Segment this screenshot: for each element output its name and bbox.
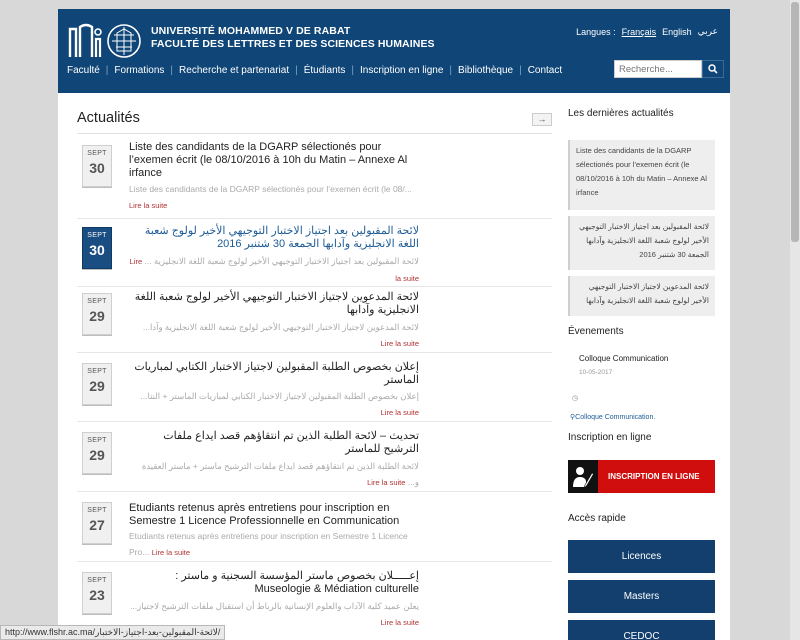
latest-news-item[interactable]: Liste des candidants de la DGARP sélectionés pour l’exemen écrit (le 08/10/2016 à 10h du Matin – Annexe Al irfance <box>568 140 715 210</box>
news-item-excerpt <box>129 528 419 560</box>
news-item-title[interactable]: لائحة المقبولين بعد اجتياز الاختبار التوجيهي الأخير لولوج شعبة اللغة الانجليزية وآدابها الجمعة 30 شتنبر 2016 <box>144 225 419 250</box>
date-badge <box>82 502 112 544</box>
date-badge <box>82 293 112 335</box>
news-item-title[interactable]: إعلان بخصوص الطلبة المقبولين لاجتياز الاختبار الكتابي لمباريات الماستر <box>134 361 419 386</box>
status-bar: http://www.flshr.ac.ma/لائحة-المقبولين-بعد-اجتياز-الاختبار/ <box>0 625 225 640</box>
event-date: 10-05-2017 <box>579 369 613 376</box>
latest-news-item[interactable]: لائحة المقبولين بعد اجتياز الاختبار التوجيهي الأخير لولوج شعبة اللغة الانجليزية وآدابها الجمعة 30 شتنبر 2016 <box>568 216 715 270</box>
news-item <box>77 137 552 219</box>
nav-bibliotheque[interactable]: Bibliothèque <box>458 65 514 76</box>
date-day: 30 <box>89 242 105 258</box>
news-item-title[interactable]: تحديث – لائحة الطلبة الذين تم انتقاؤهم قصد ايداع ملفات الترشيح للماستر <box>163 430 419 455</box>
news-item <box>77 422 552 492</box>
search-input[interactable] <box>614 60 702 78</box>
events-heading: Évenements <box>568 326 624 337</box>
read-more-link[interactable]: Lire la suite <box>380 408 419 417</box>
read-more-link[interactable]: Lire la suite <box>380 618 419 627</box>
language-switcher <box>576 26 718 37</box>
read-more-link[interactable]: Lire la suite <box>129 257 419 283</box>
site-header <box>58 9 730 93</box>
nav-contact[interactable]: Contact <box>527 65 563 76</box>
news-section <box>77 104 552 627</box>
search-button[interactable] <box>702 60 724 78</box>
read-more-link[interactable]: Lire la suite <box>129 201 168 210</box>
news-item-title[interactable]: إعـــــلان بخصوص ماستر المؤسسة السجنية و ماستر : Museologie & Médiation culturelle <box>175 570 419 595</box>
next-arrow-button[interactable]: → <box>532 113 552 126</box>
news-item-title[interactable]: Liste des candidants de la DGARP sélectionés pour l’exemen écrit (le 08/10/2016 à 10h du Matin – Annexe Al irfance <box>129 141 408 179</box>
nav-separator: | <box>449 65 453 76</box>
lang-arabic[interactable]: عربي <box>697 26 718 36</box>
event-link[interactable] <box>570 413 655 421</box>
news-item <box>77 219 552 287</box>
university-title <box>151 25 435 51</box>
news-item <box>77 287 552 353</box>
read-more-link[interactable]: Lire la suite <box>367 478 406 487</box>
read-more-link[interactable]: Lire la suite <box>380 339 419 348</box>
news-item-title[interactable]: Etudiants retenus après entretiens pour inscription en Semestre 1 Licence Professionnelle en Communication <box>129 502 400 527</box>
quick-link-masters[interactable]: Masters <box>568 580 715 613</box>
lang-francais[interactable]: Français <box>621 26 657 37</box>
excerpt-text: لائحة الطلبة الذين تم انتقاؤهم قصد ايداع ملفات الترشيح ماستر + ماستر العقيدة و... <box>141 461 419 487</box>
news-item-excerpt <box>129 181 419 213</box>
date-month: SEPT <box>87 150 107 157</box>
inscription-banner-label: INSCRIPTION EN LIGNE <box>608 472 700 481</box>
news-item <box>77 562 552 632</box>
excerpt-text: Etudiants retenus après entretiens pour inscription en Semestre 1 Licence Pro... <box>129 531 408 557</box>
news-item-excerpt <box>129 388 419 420</box>
news-item <box>77 353 552 422</box>
date-month: SEPT <box>87 368 107 375</box>
news-item-excerpt <box>129 319 419 351</box>
location-pin-icon: ⚲ <box>570 414 576 421</box>
event-title[interactable]: Colloque Communication <box>579 354 669 363</box>
nav-faculte[interactable]: Faculté <box>67 65 100 76</box>
excerpt-text: Liste des candidants de la DGARP sélectionés pour l’exemen écrit (le 08/... <box>129 184 412 194</box>
excerpt-text: لائحة المدعوين لاجتياز الاختبار التوجيهي الأخير لولوج شعبة اللغة الانجليزية وآدا... <box>142 322 419 332</box>
date-month: SEPT <box>87 298 107 305</box>
languages-label: Langues : <box>576 26 616 37</box>
nav-recherche[interactable]: Recherche et partenariat <box>179 65 290 76</box>
date-month: SEPT <box>87 232 107 239</box>
date-month: SEPT <box>87 507 107 514</box>
lang-english[interactable]: English <box>662 26 692 37</box>
date-day: 29 <box>89 378 105 394</box>
date-month: SEPT <box>87 577 107 584</box>
event-link-text: Colloque Communication. <box>575 414 656 421</box>
date-badge <box>82 572 112 614</box>
clock-icon: ◷ <box>572 395 579 402</box>
scrollbar-thumb[interactable] <box>791 2 799 242</box>
news-item <box>77 492 552 562</box>
quick-link-cedoc[interactable]: CEDOC <box>568 620 715 640</box>
inscription-heading: Inscription en ligne <box>568 432 652 443</box>
news-title: Actualités <box>77 110 140 126</box>
nav-formations[interactable]: Formations <box>114 65 165 76</box>
page <box>58 9 730 640</box>
date-day: 29 <box>89 308 105 324</box>
date-day: 30 <box>89 160 105 176</box>
inscription-banner-button[interactable] <box>568 460 715 493</box>
news-header <box>77 104 552 134</box>
nav-separator: | <box>295 65 298 76</box>
date-day: 29 <box>89 447 105 463</box>
nav-separator: | <box>351 65 355 76</box>
university-name: UNIVERSITÉ MOHAMMED V DE RABAT <box>151 25 351 37</box>
date-day: 27 <box>89 517 105 533</box>
nav-etudiants[interactable]: Étudiants <box>303 65 346 76</box>
quick-access-heading: Accès rapide <box>568 513 626 524</box>
date-badge <box>82 432 112 474</box>
nav-separator: | <box>170 65 174 76</box>
quick-link-licences[interactable]: Licences <box>568 540 715 573</box>
main-nav <box>62 65 567 76</box>
search-icon <box>708 64 718 74</box>
latest-news-heading: Les dernières actualités <box>568 108 674 119</box>
date-month: SEPT <box>87 437 107 444</box>
news-item-title[interactable]: لائحة المدعوين لاجتياز الاختبار التوجيهي الأخير لولوج شعبة اللغة الانجليزية وآدابها <box>134 291 419 316</box>
latest-news-item[interactable]: لائحة المدعوين لاجتياز الاختبار التوجيهي الأخير لولوج شعبة اللغة الانجليزية وآدابها <box>568 276 715 316</box>
nav-inscription[interactable]: Inscription en ligne <box>360 65 444 76</box>
news-item-excerpt <box>129 253 419 285</box>
nav-separator: | <box>519 65 522 76</box>
news-item-excerpt <box>129 458 419 490</box>
read-more-link[interactable]: Lire la suite <box>151 548 191 557</box>
excerpt-text: إعلان بخصوص الطلبة المقبولين لاجتياز الاختبار الكتابي لمباريات الماستر + النتا... <box>140 391 419 401</box>
university-logo[interactable] <box>66 23 146 59</box>
pen-icon <box>568 460 598 493</box>
date-badge <box>82 227 112 269</box>
date-day: 23 <box>89 587 105 603</box>
page-scrollbar[interactable] <box>790 0 800 640</box>
date-badge <box>82 145 112 187</box>
excerpt-text: لائحة المقبولين بعد اجتياز الاختبار التوجيهي الأخير لولوج شعبة اللغة الانجليزية ... <box>144 256 419 266</box>
date-badge <box>82 363 112 405</box>
search-form <box>614 60 724 78</box>
excerpt-text: يعلن عميد كلية الآداب والعلوم الإنسانية بالرباط أن استقبال ملفات الترشيح لاجتياز... <box>130 601 419 611</box>
faculty-name: FACULTÉ DES LETTRES ET DES SCIENCES HUMAINES <box>151 38 435 50</box>
nav-separator: | <box>105 65 109 76</box>
